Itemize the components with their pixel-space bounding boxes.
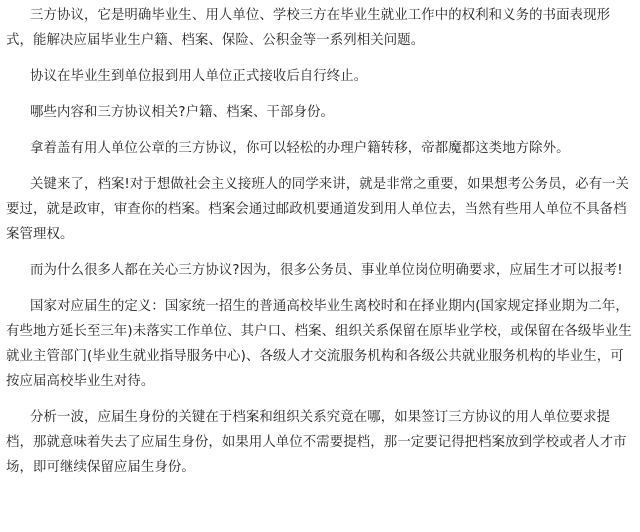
- paragraph-archives: 关键来了，档案!对于想做社会主义接班人的同学来讲，就是非常之重要，如果想考公务员，必有一关要过，就是政审，审查你的档案。档案会通过邮政机要通道发到用人单位去，当然有些用人单位不具备档案管理权。: [6, 177, 630, 242]
- paragraph-gap: [0, 127, 640, 134]
- paragraph-tripartite-definition: 三方协议，它是明确毕业生、用人单位、学校三方在毕业生就业工作中的权利和义务的书面表现形式，能解决应届毕业生户籍、档案、保险、公积金等一系列相关问题。: [6, 8, 611, 48]
- paragraph-gap: [0, 91, 640, 98]
- paragraph-gap: [0, 163, 640, 170]
- paragraph-why-care: 而为什么很多人都在关心三方协议?因为，很多公务员、事业单位岗位明确要求，应届生才可以报考!: [30, 263, 623, 278]
- paragraph-gap: [0, 55, 640, 62]
- paragraph-graduate-definition: 国家对应届生的定义：国家统一招生的普通高校毕业生离校时和在择业期内(国家规定择业期为二年，有些地方延长至三年)未落实工作单位、其户口、档案、组织关系保留在原毕业学校，或保留在各级毕业生就业主管部门(毕业生就业指导服务中心)、各级人才交流服务机构和各级公共就业服务机构的毕业生，可按应届高校毕业生对待。: [6, 299, 632, 389]
- article-body: [0, 1, 640, 532]
- paragraph-agreement-termination: 协议在毕业生到单位报到用人单位正式接收后自行终止。: [30, 69, 368, 84]
- paragraph-gap: [0, 285, 640, 292]
- paragraph-related-content: 哪些内容和三方协议相关?户籍、档案、干部身份。: [30, 105, 334, 120]
- paragraph-analysis: 分析一波，应届生身份的关键在于档案和组织关系究竟在哪，如果签订三方协议的用人单位要求提档，那就意味着失去了应届生身份，如果用人单位不需要提档，那一定要记得把档案放到学校或者人才市场，即可继续保留应届生身份。: [6, 410, 627, 475]
- paragraph-gap: [0, 396, 640, 403]
- paragraph-gap: [0, 249, 640, 256]
- paragraph-household-transfer: 拿着盖有用人单位公章的三方协议，你可以轻松的办理户籍转移，帝都魔都这类地方除外。: [30, 141, 570, 156]
